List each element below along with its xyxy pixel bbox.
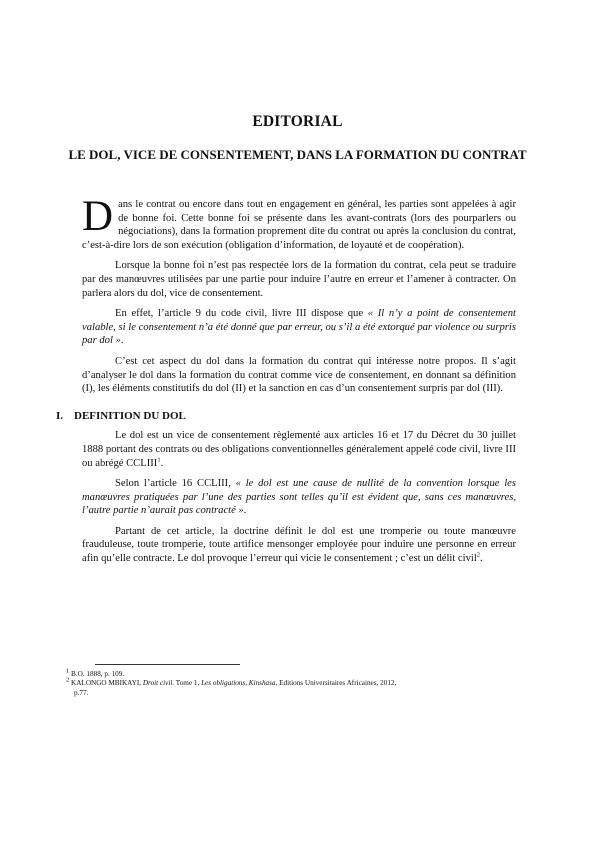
article-body [56,193,516,573]
article-16-lead: Selon l’article 16 CCLIII, [115,478,236,490]
paragraph-definition [82,429,516,470]
article-16-quote: « le dol est une cause de nullité de la convention lorsque les manœuvres pratiquées par l’une des parties sont telles qu’il est évident que, sans ces manœuvres, l’autre partie n’aurait pas contracté » [82,478,516,517]
footnote-2-mid: Tome 1, [174,679,202,688]
definition-end: . [160,457,164,469]
footnote-2-work: Droit civil. [142,679,175,688]
definition-text: Le dol est un vice de consentement règlementé aux articles 16 et 17 du Décret du 30 juillet 1888 portant des contrats ou des obligations conventionnelles généralement appelé code civil, livre III ou abrégé CCLIII [82,430,516,469]
footnote-2 [66,679,518,688]
article-9-lead: En effet, l’article 9 du code civil, livre III dispose que [115,308,368,320]
paragraph-article-16 [82,477,516,518]
footnotes [66,667,518,698]
paragraph-plan: C’est cet aspect du dol dans la formation du contrat qui intéresse notre propos. Il s’agit d’analyser le dol dans la formation du contrat comme vice de consentement, en donnant sa définition (I), les éléments constitutifs du dol (II) et la sanction en cas d’un consentement surpris par dol (III). [82,355,516,395]
footnote-1-text: B.O. 1888, p. 109. [69,670,125,678]
intro-text: ans le contrat ou encore dans tout en engagement en général, les parties sont appelées à agir de bonne foi. Cette bonne foi se présente dans les avant-contrats (lors des pourparlers ou négociations), dans la formation proprement dite du contrat ou après la conclusion du contrat, c’est-à-dire lors de son exécution (obligation d’information, de loyauté et de coopération). [82,199,516,251]
footnote-divider [95,664,240,665]
drop-cap: D [82,193,114,240]
article-16-end: . [243,505,247,517]
footnote-2-work2: Les obligations, Kinshasa [201,679,276,688]
footnote-number-2: 2 [66,677,70,685]
page-title: EDITORIAL [252,113,343,130]
paragraph-article-9 [82,307,516,348]
footnote-2-rest: , Editions Universitaires Africaines, 2012, [275,679,397,688]
article-9-end: . [120,335,124,347]
article-subtitle: LE DOL, VICE DE CONSENTEMENT, DANS LA FORMATION DU CONTRAT [68,147,527,162]
doctrine-text: Partant de cet article, la doctrine définit le dol est une tromperie ou toute manœuvre frauduleuse, toute tromperie, toute artifice mensonger employée pour induire une personne en erreur afin qu’elle contracte. Le dol provoque l’erreur qui vicie le consentement ; c’est un délit civil [82,525,516,565]
section-number: I. [56,409,64,422]
doctrine-end: . [480,553,483,565]
section-heading-definition [56,410,516,424]
paragraph-doctrine [82,525,516,566]
section-title: DEFINITION DU DOL [74,409,186,422]
footnote-1 [66,667,518,679]
intro-paragraph [82,193,516,252]
footnote-2-continuation: p.77. [74,688,89,697]
footnote-ref-1[interactable]: 1 [157,455,161,463]
footnote-number-1: 1 [66,667,70,675]
paragraph-bonne-foi: Lorsque la bonne foi n’est pas respectée lors de la formation du contrat, cela peut se traduire par des manœuvres utilisées par une partie pour induire l’autre en erreur et l’amener à contracter. On parlera alors du dol, vice de consentement. [82,260,516,299]
footnote-2-author: KALONGO MBIKAYI, [69,679,143,688]
footnote-ref-2[interactable]: 2 [476,551,481,559]
article-9-quote: « Il n’y a point de consentement valable, si le consentement n’a été donné que par erreur, ou s’il a été extorqué par violence ou surpris par dol » [82,308,516,347]
